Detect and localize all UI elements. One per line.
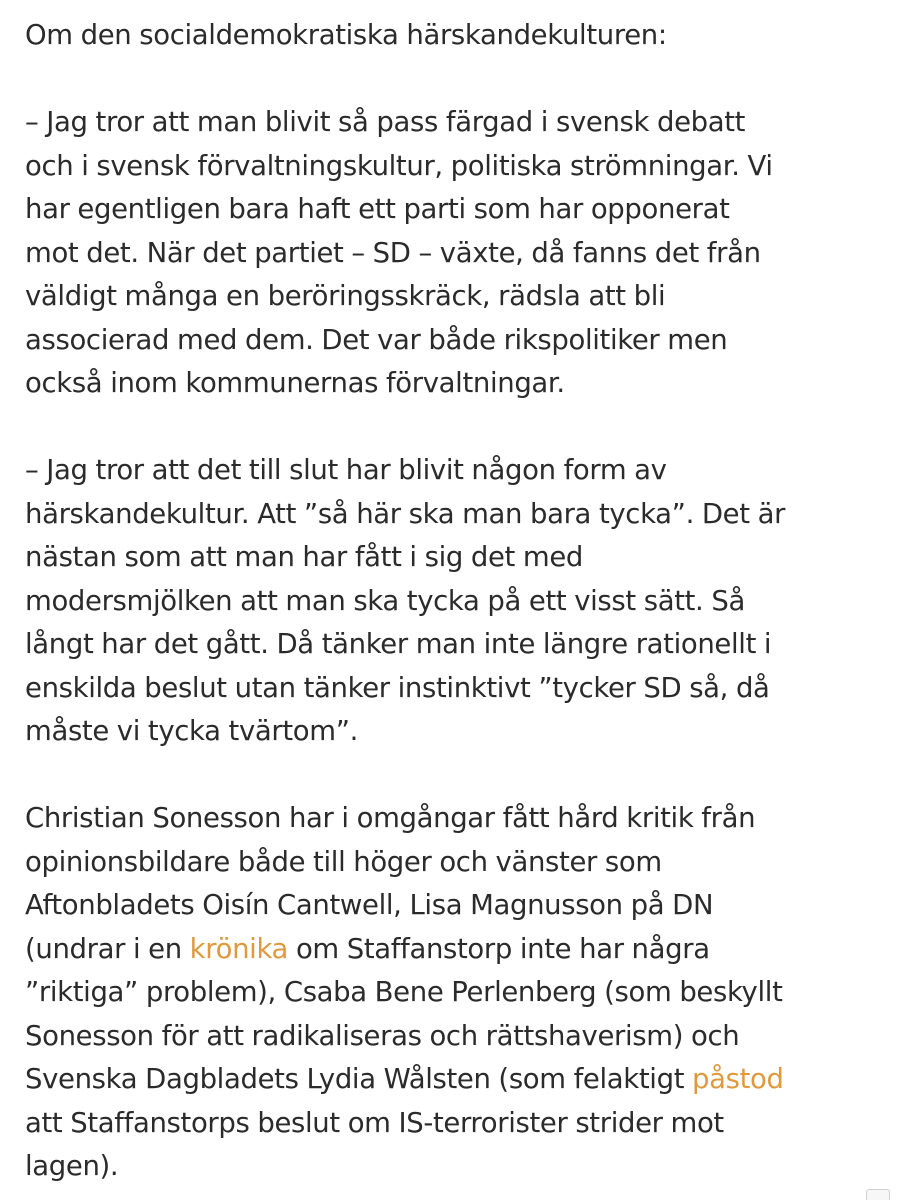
kronika-link[interactable]: krönika [189, 932, 289, 965]
paragraph-line: enskilda beslut utan tänker instinktivt ”tycker SD så, då [25, 671, 770, 704]
paragraph-line: att Staffanstorps beslut om IS-terrorister strider mot [25, 1106, 724, 1139]
paragraph-line: också inom kommunernas förvaltningar. [25, 367, 565, 399]
paragraph-line: opinionsbildare både till höger och vänster som [25, 845, 662, 878]
paragraph-line: Sonesson för att radikaliseras och rättshaverism) och [25, 1019, 740, 1052]
scroll-to-top-tab[interactable] [866, 1189, 890, 1200]
paragraph-quote-2 [25, 449, 883, 754]
paragraph-line [25, 928, 883, 972]
paragraph-line: mot det. När det partiet – SD – växte, då fanns det från [25, 236, 761, 269]
paragraph-critics [25, 797, 883, 1189]
paragraph-line: långt har det gått. Då tänker man inte längre rationellt i [25, 628, 772, 660]
heading-text: Om den socialdemokratiska härskandekulturen: [25, 19, 667, 51]
paragraph-line: Christian Sonesson har i omgångar fått hård kritik från [25, 802, 756, 834]
paragraph-line: – Jag tror att det till slut har blivit någon form av [25, 454, 667, 486]
paragraph-line: väldigt många en beröringsskräck, rädsla att bli [25, 280, 666, 312]
text-segment: om Staffanstorp inte har några [288, 932, 710, 965]
text-segment: Svenska Dagbladets Lydia Wålsten (som felaktigt [25, 1063, 693, 1095]
article-heading [25, 14, 883, 58]
paragraph-quote-1 [25, 101, 883, 406]
paragraph-line: nästan som att man har fått i sig det med [25, 541, 583, 573]
paragraph-line: måste vi tycka tvärtom”. [25, 715, 358, 747]
pastod-link[interactable]: påstod [692, 1063, 784, 1095]
paragraph-line: lagen). [25, 1150, 119, 1182]
paragraph-line: har egentligen bara haft ett parti som har opponerat [25, 193, 730, 225]
article-body [25, 14, 883, 1189]
paragraph-line: ”riktiga” problem), Csaba Bene Perlenberg (som beskyllt [25, 976, 783, 1008]
paragraph-line: associerad med dem. Det var både rikspolitiker men [25, 323, 728, 356]
text-segment: (undrar i en [25, 932, 190, 965]
paragraph-line: modersmjölken att man ska tycka på ett visst sätt. Så [25, 584, 745, 617]
paragraph-line: – Jag tror att man blivit så pass färgad i svensk debatt [25, 106, 746, 138]
paragraph-line: Aftonbladets Oisín Cantwell, Lisa Magnusson på DN [25, 889, 714, 921]
paragraph-line: härskandekultur. Att ”så här ska man bara tycka”. Det är [25, 497, 786, 530]
paragraph-line: och i svensk förvaltningskultur, politiska strömningar. Vi [25, 149, 773, 182]
paragraph-line [25, 1058, 883, 1102]
